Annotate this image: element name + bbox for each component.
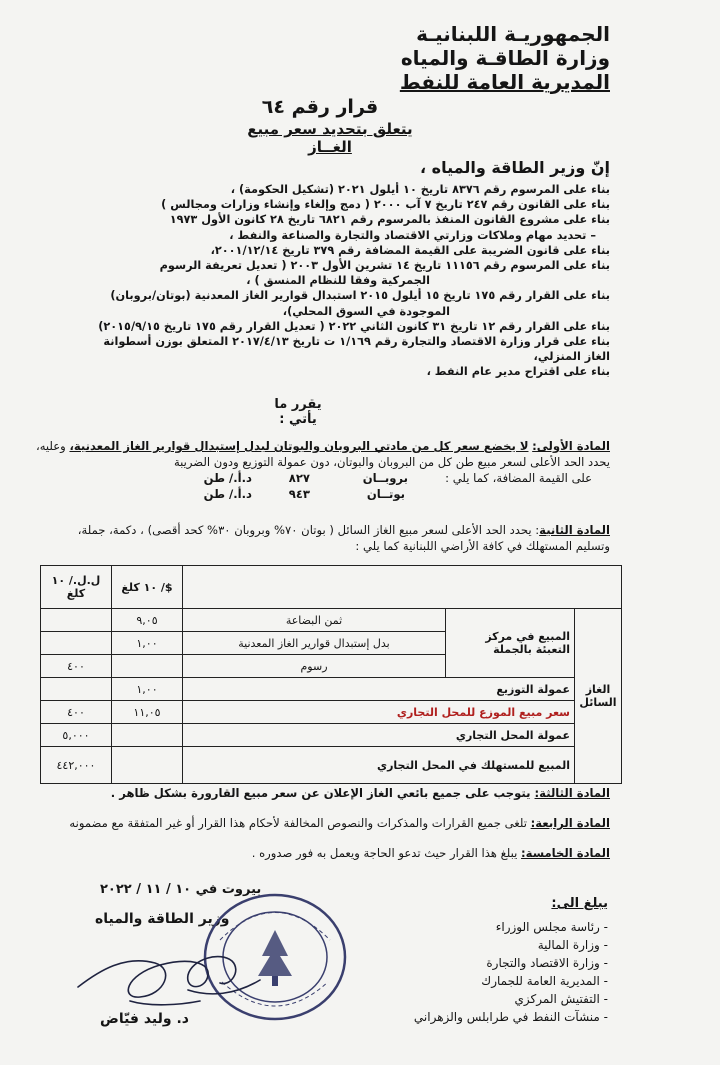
- article-5-text: يبلغ هذا القرار حيث تدعو الحاجة ويعمل به فور صدوره .: [251, 846, 522, 860]
- article-5-label: المادة الخامسة:: [521, 846, 610, 860]
- list-item: - منشآت النفط في طرابلس والزهراني: [408, 1008, 608, 1026]
- letterhead-republic: الجمهوريـة اللبنانيـة: [416, 22, 610, 46]
- reference-line: بناء على قرار وزارة الاقتصاد والتجارة رقم ١/١٦٩ ت تاريخ ٢٠١٧/٤/١٣ المتعلق بوزن أسطوانة الغاز المنزلي،: [103, 335, 610, 364]
- group-label: الغاز السائل: [575, 609, 622, 784]
- reference-line: الجمركية وفقا للنظام المنسق ) ،: [246, 274, 430, 288]
- shop-commission-lbp: ٥,٠٠٠: [41, 724, 112, 747]
- table-row: [41, 724, 622, 747]
- price-table: [40, 565, 622, 784]
- reference-line: بناء على اقتراح مدير عام النفط ،: [426, 365, 610, 379]
- article-2-text: : يحدد الحد الأعلى لسعر مبيع الغاز السائل ( بوتان ٧٠% وبروبان ٣٠% كحد أقصى) ، دكمة، جملة،: [77, 523, 540, 537]
- article-1-text-rest: وعليه،: [35, 439, 70, 453]
- article-3-text: يتوجب على جميع بائعي الغاز الإعلان عن سعر مبيع القارورة بشكل ظاهر .: [110, 786, 535, 800]
- article-1-label: المادة الأولى:: [532, 439, 610, 453]
- reference-line: بناء على القرار رقم ١٧٥ تاريخ ١٥ أيلول ٢٠١٥ استبدال قوارير الغاز المعدنية (بوتان/بروبان): [110, 289, 610, 303]
- consumer-price-label: المبيع للمستهلك في المحل التجاري: [183, 747, 575, 784]
- distribution-label: عمولة التوزيع: [183, 678, 575, 701]
- fees-label: رسوم: [183, 655, 446, 678]
- list-item: - رئاسة مجلس الوزراء: [408, 918, 608, 936]
- handwritten-signature: [70, 935, 270, 1020]
- article-5: [20, 845, 610, 861]
- article-1-text: لا يخضع سعر كل من مادتي البروبان والبوتان لبدل إستبدال قوارير الغاز المعدنية،: [69, 439, 529, 453]
- article-2: [20, 522, 610, 554]
- list-item: - التفتيش المركزي: [408, 990, 608, 1008]
- article-4-text: تلغى جميع القرارات والمذكرات والنصوص المخالفة لأحكام هذا القرار أو غير المتفقة مع مضمونه: [69, 816, 531, 830]
- header-usd: $/ ١٠ كلغ: [112, 566, 183, 609]
- wholesale-label: المبيع في مركز التعبئة بالجملة: [446, 609, 575, 678]
- distributor-price-usd: ١١,٠٥: [112, 701, 183, 724]
- reference-line: – تحديد مهام وملاكات وزارتي الاقتصاد والتجارة والصناعة والنفط ،: [229, 228, 596, 242]
- propane-price: ٨٢٧: [288, 471, 310, 485]
- article-4: [20, 815, 610, 831]
- table-row: [41, 566, 622, 609]
- propane-label: بروبــان: [362, 471, 408, 485]
- table-row: [41, 678, 622, 701]
- reference-line: بناء على القرار رقم ١٢ تاريخ ٣١ كانون الثاني ٢٠٢٢ ( تعديل القرار رقم ١٧٥ تاريخ ٢٠١٥/٩/١٥): [98, 319, 610, 333]
- decision-number: قرار رقم ٦٤: [261, 96, 379, 118]
- letterhead: [400, 22, 610, 94]
- minister-line: إنّ وزير الطاقة والمياه ،: [419, 158, 610, 177]
- article-2-label: المادة الثانية: [539, 523, 610, 537]
- article-3-label: المادة الثالثة:: [534, 786, 610, 800]
- list-item: - وزارة المالية: [408, 936, 608, 954]
- butane-price: ٩٤٣: [288, 487, 310, 501]
- letterhead-directorate: المديرية العامة للنفط: [399, 70, 610, 94]
- distribution-usd: ١,٠٠: [112, 678, 183, 701]
- reference-line: الموجودة في السوق المحلي)،: [282, 304, 450, 318]
- signatory-name: د. وليد فيّاض: [100, 1011, 189, 1027]
- reference-line: بناء على قانون الضريبة على القيمة المضافة رقم ٣٧٩ تاريخ ٢٠٠١/١٢/١٤،: [210, 243, 610, 257]
- reference-line: بناء على القانون رقم ٢٤٧ تاريخ ٧ آب ٢٠٠٠ ( دمج وإلغاء وإنشاء وزارات ومجالس ): [161, 198, 610, 212]
- distributor-price-label: سعر مبيع الموزع للمحل التجاري: [183, 701, 575, 724]
- butane-unit: د.أ./ طن: [203, 487, 252, 501]
- article-1: [20, 438, 610, 502]
- goods-usd: ٩,٠٥: [112, 609, 183, 632]
- signatory-title: وزير الطاقة والمياه: [95, 911, 230, 927]
- shop-commission-label: عمولة المحل التجاري: [183, 724, 575, 747]
- decides-heading: يقرر ما يأتي :: [274, 397, 322, 427]
- letterhead-ministry: وزارة الطاقـة والمياه: [400, 46, 610, 70]
- fees-lbp: ٤٠٠: [41, 655, 112, 678]
- recipients-heading: يبلغ الى:: [551, 896, 608, 911]
- propane-unit: د.أ./ طن: [203, 471, 252, 485]
- goods-label: ثمن البضاعة: [183, 609, 446, 632]
- table-row: [41, 701, 622, 724]
- references-block: [90, 182, 610, 380]
- table-row: [41, 609, 622, 632]
- article-1-line2: يحدد الحد الأعلى لسعر مبيع طن كل من البروبان والبوتان، دون عمولة التوزيع ودون الضريبة: [173, 455, 610, 469]
- article-4-label: المادة الرابعة:: [530, 816, 610, 830]
- article-3: [20, 785, 610, 801]
- header-lbp: ل.ل./ ١٠ كلغ: [41, 566, 112, 609]
- reference-line: بناء على مشروع القانون المنفذ بالمرسوم رقم ٦٨٢١ تاريخ ٢٨ كانون الأول ١٩٧٣: [169, 213, 610, 227]
- replace-label: بدل إستبدال قوارير الغاز المعدنية: [183, 632, 446, 655]
- decision-subject: يتعلق بتحديد سعر مبيع الغــاز: [247, 120, 413, 156]
- list-item: - وزارة الاقتصاد والتجارة: [408, 954, 608, 972]
- list-item: - المديرية العامة للجمارك: [408, 972, 608, 990]
- article-1-line3: على القيمة المضافة، كما يلي :: [445, 471, 592, 485]
- distributor-price-lbp: ٤٠٠: [41, 701, 112, 724]
- reference-line: بناء على المرسوم رقم ١١١٥٦ تاريخ ١٤ تشرين الأول ٢٠٠٣ ( تعديل تعريفة الرسوم: [159, 259, 610, 273]
- replace-usd: ١,٠٠: [112, 632, 183, 655]
- reference-line: بناء على المرسوم رقم ٨٣٧٦ تاريخ ١٠ أيلول ٢٠٢١ (تشكيل الحكومة) ،: [230, 183, 610, 196]
- table-row: [41, 747, 622, 784]
- consumer-price-lbp: ٤٤٢,٠٠٠: [41, 747, 112, 784]
- recipients-list: [408, 918, 608, 1026]
- issue-date: بيروت في ١٠ / ١١ / ٢٠٢٢: [100, 882, 262, 897]
- butane-label: بوتــان: [366, 487, 405, 501]
- article-2-line2: وتسليم المستهلك في كافة الأراضي اللبنانية كما يلي :: [355, 539, 610, 553]
